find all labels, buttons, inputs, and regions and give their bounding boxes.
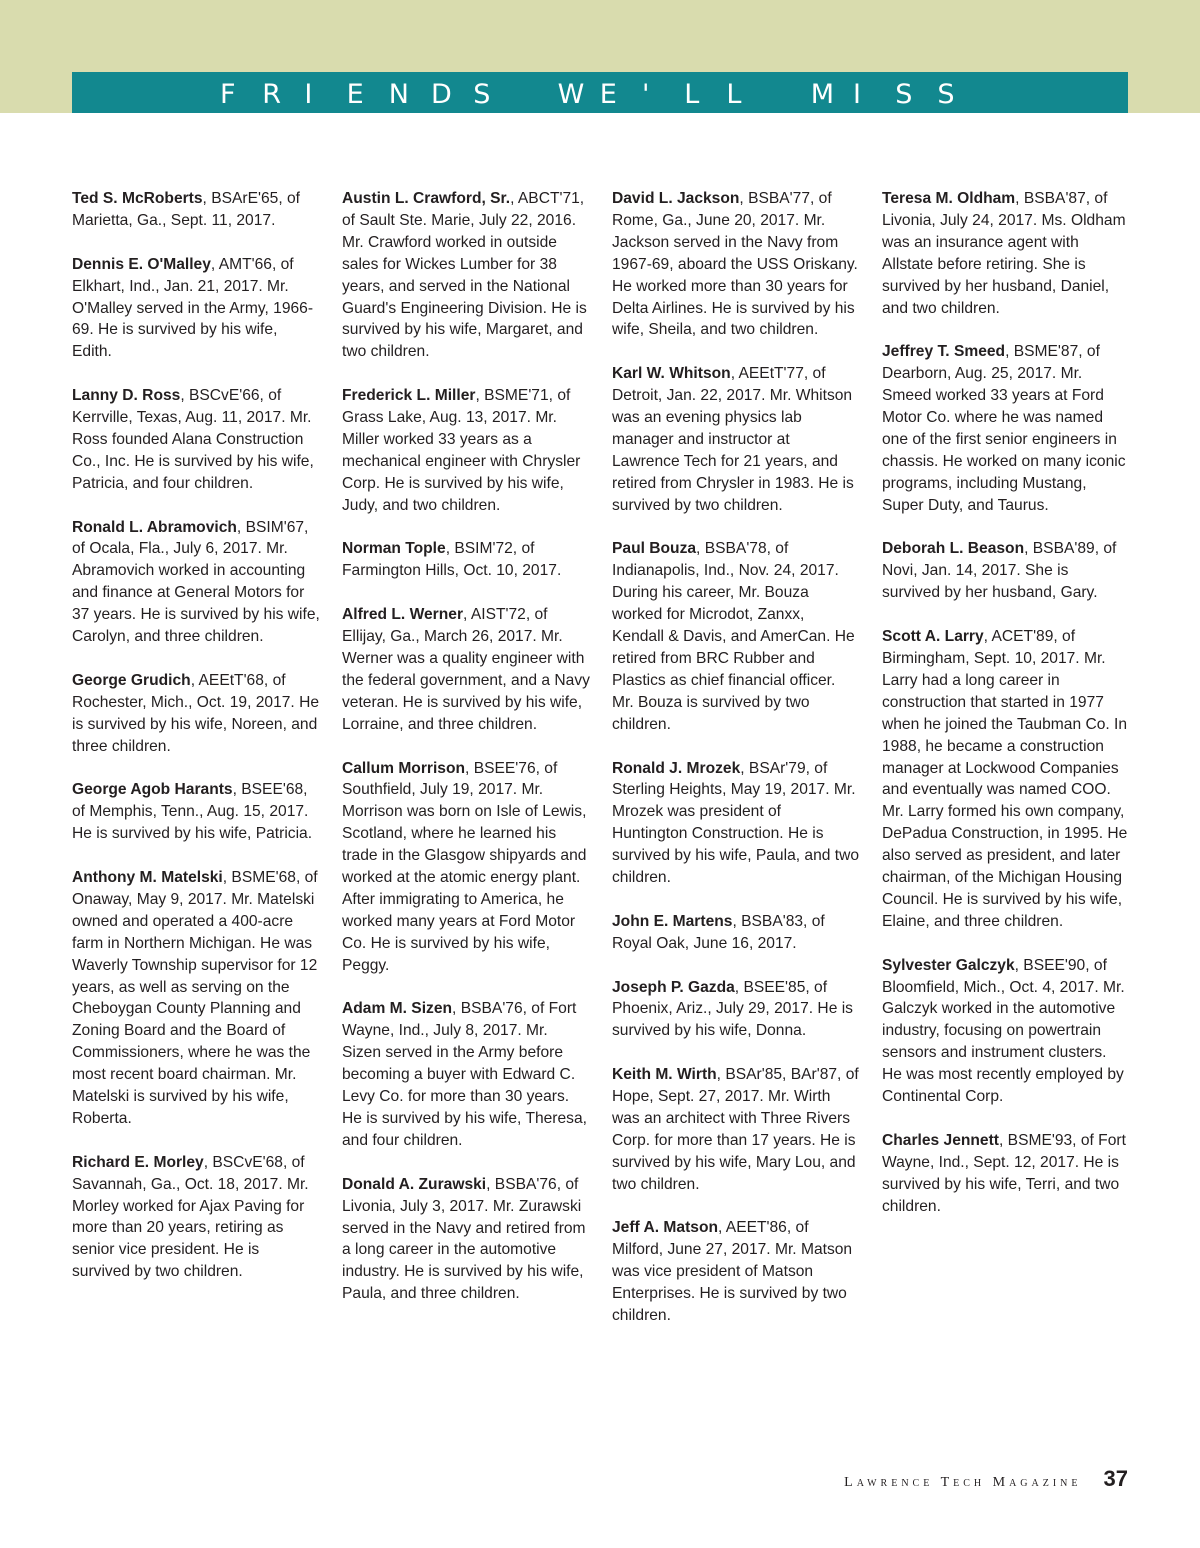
title-letter: D <box>431 79 452 110</box>
obituary-name: Lanny D. Ross <box>72 387 181 405</box>
obituary-name: Sylvester Galczyk <box>882 956 1015 974</box>
obituary-details: , BSBA'78, of Indianapolis, Ind., Nov. 24, 2017. During his career, Mr. Bouza worked for Microdot, Zanxx, Kendall & Davis, and AmerCan. He retired from BRC Rubber and Plastics as chief financial officer. Mr. Bouza is survived by two children. <box>612 540 855 733</box>
obituary-name: Paul Bouza <box>612 540 697 558</box>
obituary-name: Dennis E. O'Malley <box>72 255 211 273</box>
obituary-entry <box>612 911 860 955</box>
obituary-details: , BSIM'72, of Farmington Hills, Oct. 10, 2017. <box>342 540 562 580</box>
obituary-name: Anthony M. Matelski <box>72 869 223 886</box>
title-letter: I <box>853 79 861 110</box>
obituary-name: Deborah L. Beason <box>882 540 1025 558</box>
obituary-entry <box>342 604 590 735</box>
obituary-name: Jeff A. Matson <box>612 1219 718 1237</box>
obituary-entry <box>612 977 860 1043</box>
obituary-name: John E. Martens <box>612 912 733 930</box>
obituary-entry <box>342 1174 590 1305</box>
title-letter: F <box>220 79 236 110</box>
obituary-entry <box>612 1064 860 1195</box>
obituary-entry <box>72 1152 320 1283</box>
section-title-bar <box>72 72 1128 113</box>
obituary-details: , BSIM'67, of Ocala, Fla., July 6, 2017. Mr. Abramovich worked in accounting and finance at General Motors for 37 years. He is survived by his wife, Carolyn, and three children. <box>72 518 320 646</box>
title-letter: M <box>810 79 835 110</box>
obituary-entry <box>882 188 1130 319</box>
obituary-name: Joseph P. Gazda <box>612 978 735 996</box>
title-space <box>515 79 524 110</box>
obituary-details: , ACET'89, of Birmingham, Sept. 10, 2017. Mr. Larry had a long career in construction that started in 1977 when he joined the Taubman Co. In 1988, he became a construction manager at Lockwood Companies and eventually was named COO. Mr. Larry formed his own company, DePadua Construction, in 1995. He also served as president, and later chairman, of the Michigan Housing Council. He is survived by his wife, Elaine, and three children. <box>882 628 1128 930</box>
obituary-details: , BSME'71, of Grass Lake, Aug. 13, 2017. Mr. Miller worked 33 years as a mechanical engineer with Chrysler Corp. He is survived by his wife, Judy, and two children. <box>342 387 581 514</box>
obituary-details: , BSEE'85, of Phoenix, Ariz., July 29, 2017. He is survived by his wife, Donna. <box>612 978 853 1040</box>
obituary-entry <box>72 779 320 845</box>
obituary-details: , BSME'93, of Fort Wayne, Ind., Sept. 12, 2017. He is survived by his wife, Terri, and two children. <box>882 1131 1126 1215</box>
obituary-details: , BSBA'89, of Novi, Jan. 14, 2017. She is survived by her husband, Gary. <box>882 540 1117 602</box>
obituary-name: David L. Jackson <box>612 190 740 207</box>
obituary-entry <box>612 188 860 341</box>
obituary-name: Keith M. Wirth <box>612 1066 717 1084</box>
obituary-entry <box>612 758 860 889</box>
obituary-entry <box>72 385 320 495</box>
obituary-entry <box>72 188 320 232</box>
title-letter: I <box>304 79 313 110</box>
obituary-name: Callum Morrison <box>342 759 466 777</box>
obituary-name: George Agob Harants <box>72 781 233 799</box>
obituary-name: Jeffrey T. Smeed <box>882 343 1006 361</box>
obituary-entry <box>882 538 1130 604</box>
column-1 <box>72 188 320 1305</box>
title-letter: E <box>599 79 617 110</box>
obituary-entry <box>72 867 320 1130</box>
title-letter: ' <box>642 79 650 110</box>
obituary-name: Adam M. Sizen <box>342 1000 453 1018</box>
obituary-name: Scott A. Larry <box>882 628 984 646</box>
obituary-name: Karl W. Whitson <box>612 365 731 383</box>
obituary-details: , BSArE'65, of Marietta, Ga., Sept. 11, 2017. <box>72 190 301 229</box>
obituary-name: Ronald J. Mrozek <box>612 759 741 777</box>
obituary-entry <box>612 363 860 516</box>
column-4 <box>882 188 1130 1239</box>
obituary-details: , AIST'72, of Ellijay, Ga., March 26, 2017. Mr. Werner was a quality engineer with the federal government, and a Navy veteran. He is survived by his wife, Lorraine, and three children. <box>342 606 590 733</box>
obituary-name: Teresa M. Oldham <box>882 190 1016 207</box>
obituary-details: , AEEtT'77, of Detroit, Jan. 22, 2017. Mr. Whitson was an evening physics lab manager and instructor at Lawrence Tech for 21 years, and retired from Chrysler in 1983. He is survived by two children. <box>612 365 854 514</box>
obituary-details: , BSBA'77, of Rome, Ga., June 20, 2017. Mr. Jackson served in the Navy from 1967-69, aboard the USS Oriskany. He worked more than 30 years for Delta Airlines. He is survived by his wife, Sheila, and two children. <box>612 190 858 339</box>
obituary-details: , BSAr'85, BAr'87, of Hope, Sept. 27, 2017. Mr. Wirth was an architect with Three Rivers Corp. for more than 17 years. He is survived by his wife, Mary Lou, and two children. <box>612 1066 859 1193</box>
obituary-details: , AMT'66, of Elkhart, Ind., Jan. 21, 2017. Mr. O'Malley served in the Army, 1966-69. He is survived by his wife, Edith. <box>72 255 314 361</box>
obituary-name: Richard E. Morley <box>72 1153 204 1171</box>
obituary-entry <box>72 517 320 648</box>
obituary-entry <box>342 188 590 363</box>
obituary-details: , BSBA'76, of Fort Wayne, Ind., July 8, 2017. Mr. Sizen served in the Army before becoming a buyer with Edward C. Levy Co. for more than 30 years. He is survived by his wife, Theresa, and four children. <box>342 1000 587 1149</box>
obituary-entry <box>612 538 860 735</box>
title-letter: S <box>937 79 955 110</box>
obituary-name: Ted S. McRoberts <box>72 190 203 207</box>
title-letter: N <box>388 79 409 110</box>
obituary-details: , BSME'68, of Onaway, May 9, 2017. Mr. Matelski owned and operated a 400-acre farm in Northern Michigan. He was Waverly Township supervisor for 12 years, as well as serving on the Cheboygan County Planning and Zoning Board and the Board of Commissioners, where he was the most recent board chairman. Mr. Matelski is survived by his wife, Roberta. <box>72 869 318 1127</box>
obituary-details: , BSCvE'68, of Savannah, Ga., Oct. 18, 2017. Mr. Morley worked for Ajax Paving for more than 20 years, retiring as senior vice president. He is survived by two children. <box>72 1153 309 1281</box>
page-number: 37 <box>1103 1466 1128 1491</box>
obituary-entry <box>882 341 1130 516</box>
obituary-details: , ABCT'71, of Sault Ste. Marie, July 22, 2016. Mr. Crawford worked in outside sales for Wickes Lumber for 38 years, and served in the National Guard's Engineering Division. He is survived by his wife, Margaret, and two children. <box>342 190 587 361</box>
obituary-details: , BSBA'87, of Livonia, July 24, 2017. Ms. Oldham was an insurance agent with Allstate before retiring. She is survived by her husband, Daniel, and two children. <box>882 190 1126 317</box>
title-letter: L <box>684 79 700 110</box>
obituary-entry <box>72 670 320 758</box>
obituary-name: George Grudich <box>72 671 191 689</box>
obituary-details: , AEET'86, of Milford, June 27, 2017. Mr. Matson was vice president of Matson Enterprises. He is survived by two children. <box>612 1219 853 1325</box>
obituary-entry <box>882 626 1130 933</box>
title-letter: S <box>473 79 491 110</box>
obituary-entry <box>342 998 590 1151</box>
obituary-details: , BSME'87, of Dearborn, Aug. 25, 2017. Mr. Smeed worked 33 years at Ford Motor Co. where he was named one of the first senior engineers in chassis. He worked on many iconic programs, including Mustang, Super Duty, and Taurus. <box>882 343 1126 514</box>
obituary-entry <box>342 538 590 582</box>
obituary-entry <box>612 1217 860 1327</box>
obituary-details: , BSEE'90, of Bloomfield, Mich., Oct. 4, 2017. Mr. Galczyk worked in the automotive industry, focusing on powertrain sensors and instrument clusters. He was most recently employed by Continental Corp. <box>882 956 1125 1106</box>
obituary-name: Norman Tople <box>342 540 446 558</box>
obituary-name: Austin L. Crawford, Sr. <box>342 190 511 207</box>
obituary-entry <box>72 254 320 364</box>
obituary-name: Donald A. Zurawski <box>342 1175 487 1193</box>
obituary-details: , BSEE'68, of Memphis, Tenn., Aug. 15, 2017. He is survived by his wife, Patricia. <box>72 781 313 843</box>
column-2 <box>342 188 590 1327</box>
magazine-name: Lawrence Tech Magazine <box>844 1475 1082 1490</box>
obituary-name: Alfred L. Werner <box>342 606 464 624</box>
obituary-details: , BSBA'83, of Royal Oak, June 16, 2017. <box>612 912 825 952</box>
obituary-details: , BSBA'76, of Livonia, July 3, 2017. Mr. Zurawski served in the Navy and retired from a long career in the automotive industry. He is survived by his wife, Paula, and three children. <box>342 1175 586 1303</box>
obituary-entry <box>342 758 590 977</box>
page-footer <box>844 1466 1128 1492</box>
obituary-entry <box>882 955 1130 1108</box>
obituary-entry <box>342 385 590 516</box>
title-letter: E <box>346 79 364 110</box>
obituary-name: Charles Jennett <box>882 1131 999 1149</box>
obituary-details: , AEEtT'68, of Rochester, Mich., Oct. 19, 2017. He is survived by his wife, Noreen, and three children. <box>72 671 320 755</box>
obituary-name: Frederick L. Miller <box>342 387 476 405</box>
obituary-columns <box>72 188 1128 1398</box>
column-3 <box>612 188 860 1349</box>
title-letter: L <box>726 79 742 110</box>
title-letter: R <box>262 79 281 110</box>
obituary-entry <box>882 1130 1130 1218</box>
obituary-details: , BSAr'79, of Sterling Heights, May 19, 2017. Mr. Mrozek was president of Huntington Construction. He is survived by his wife, Paula, and two children. <box>612 759 860 887</box>
title-letter: W <box>557 79 585 110</box>
obituary-details: , BSEE'76, of Southfield, July 19, 2017. Mr. Morrison was born on Isle of Lewis, Scotland, where he learned his trade in the Glasgow shipyards and worked at the atomic energy plant. After immigrating to America, he worked many years at Ford Motor Co. He is survived by his wife, Peggy. <box>342 759 587 974</box>
title-space <box>769 79 778 110</box>
obituary-name: Ronald L. Abramovich <box>72 518 237 536</box>
obituary-details: , BSCvE'66, of Kerrville, Texas, Aug. 11, 2017. Mr. Ross founded Alana Construction Co., Inc. He is survived by his wife, Patricia, and four children. <box>72 387 314 492</box>
title-letter: S <box>895 79 913 110</box>
